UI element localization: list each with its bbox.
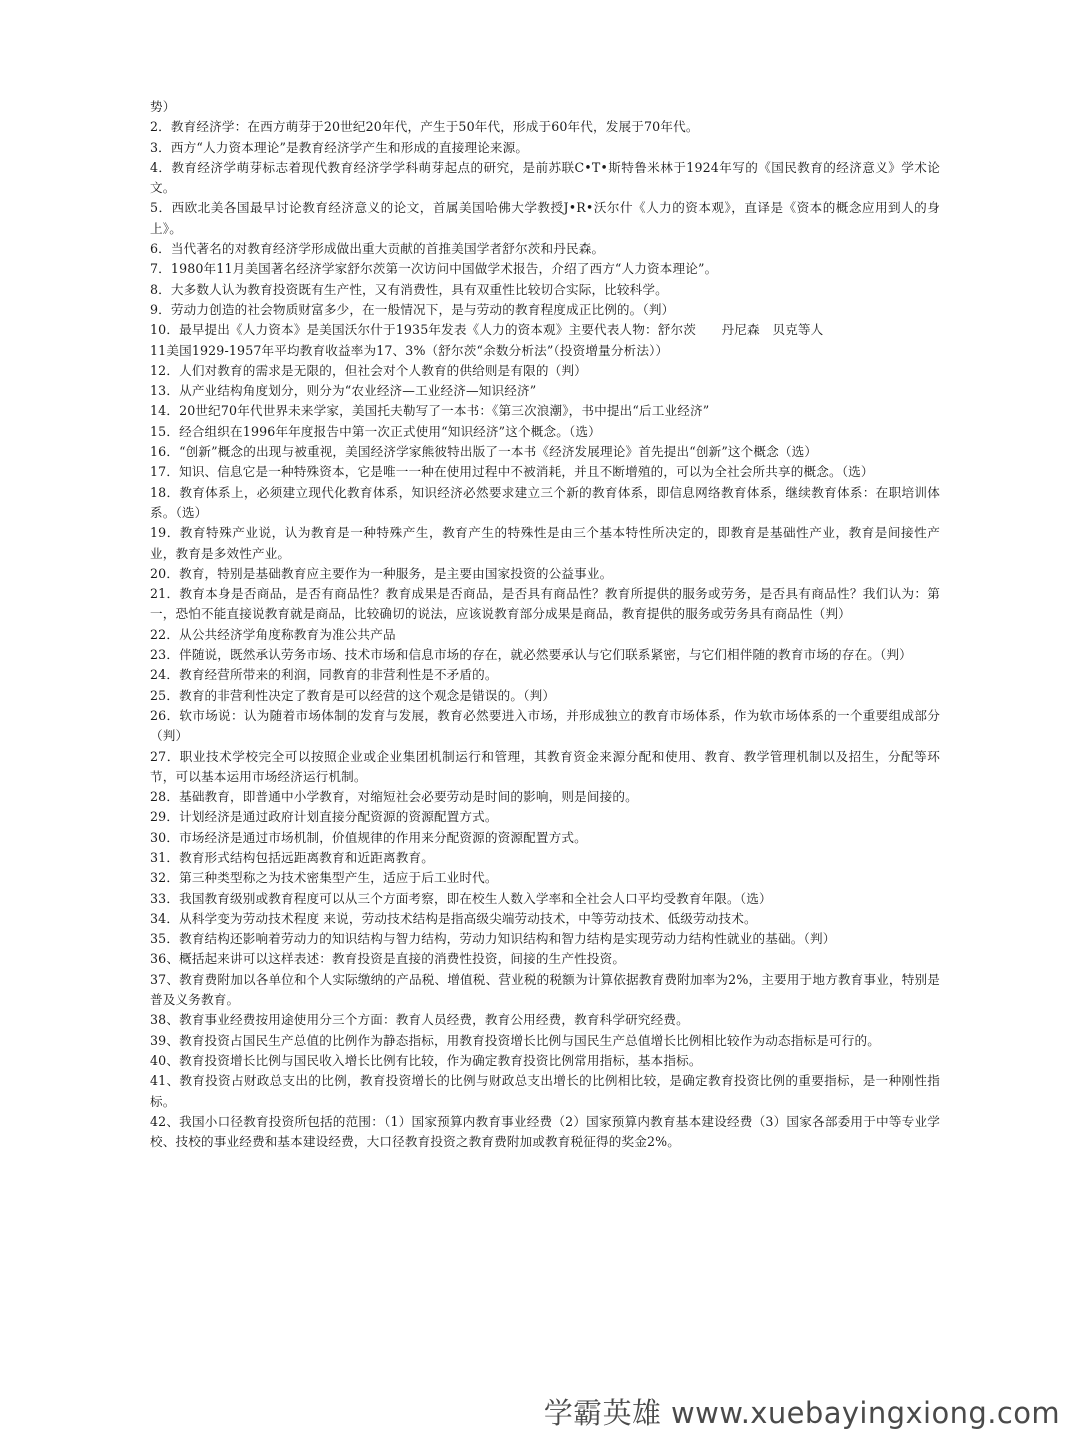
document-paragraph: 3．西方“人力资本理论”是教育经济学产生和形成的直接理论来源。 xyxy=(150,139,529,155)
document-paragraph: 6．当代著名的对教育经济学形成做出重大贡献的首推美国学者舒尔茨和丹民森。 xyxy=(150,241,605,257)
document-paragraph: 42、我国小口径教育投资所包括的范围：（1）国家预算内教育事业经费（2）国家预算内教育基本建设经费（3）国家各部委用于中等专业学校、技校的事业经费和基本建设经费，大口径教育投资之教育费附加或教育税征得的奖金2%。 xyxy=(150,1113,940,1150)
document-paragraph: 12．人们对教育的需求是无限的，但社会对个人教育的供给则是有限的（判） xyxy=(150,362,587,378)
document-paragraph: 22．从公共经济学角度称教育为准公共产品 xyxy=(150,626,396,642)
document-paragraph: 29．计划经济是通过政府计划直接分配资源的资源配置方式。 xyxy=(150,809,498,825)
document-paragraph: 38、教育事业经费按用途使用分三个方面：教育人员经费，教育公用经费，教育科学研究经费。 xyxy=(150,1012,689,1028)
document-paragraph: 7．1980年11月美国著名经济学家舒尔茨第一次访问中国做学术报告，介绍了西方“人力资本理论”。 xyxy=(150,261,718,277)
document-paragraph: 23．伴随说，既然承认劳务市场、技术市场和信息市场的存在，就必然要承认与它们联系紧密，与它们相伴随的教育市场的存在。（判） xyxy=(150,647,912,663)
document-paragraph: 36、概括起来讲可以这样表述：教育投资是直接的消费性投资，间接的生产性投资。 xyxy=(150,951,626,967)
document-paragraph: 39、教育投资占国民生产总值的比例作为静态指标，用教育投资增长比例与国民生产总值增长比例相比较作为动态指标是可行的。 xyxy=(150,1032,880,1048)
document-paragraph: 势） xyxy=(150,99,176,114)
document-body xyxy=(150,97,940,1152)
document-paragraph: 40、教育投资增长比例与国民收入增长比例有比较，作为确定教育投资比例常用指标，基本指标。 xyxy=(150,1052,702,1068)
document-paragraph: 17．知识、信息它是一种特殊资本，它是唯一一种在使用过程中不被消耗，并且不断增殖的，可以为全社会所共享的概念。（选） xyxy=(150,464,874,480)
document-paragraph: 37、教育费附加以各单位和个人实际缴纳的产品税、增值税、营业税的税额为计算依据教育费附加率为2%，主要用于地方教育事业，特别是普及义务教育。 xyxy=(150,971,940,1008)
document-paragraph: 35．教育结构还影响着劳动力的知识结构与智力结构，劳动力知识结构和智力结构是实现劳动力结构性就业的基础。（判） xyxy=(150,931,836,947)
document-paragraph: 28．基础教育，即普通中小学教育，对缩短社会必要劳动是时间的影响，则是间接的。 xyxy=(150,789,638,805)
document-paragraph: 8．大多数人认为教育投资既有生产性，又有消费性，具有双重性比较切合实际，比较科学。 xyxy=(150,281,668,297)
document-paragraph: 13．从产业结构角度划分，则分为“农业经济—工业经济—知识经济” xyxy=(150,383,537,399)
document-paragraph: 10．最早提出《人力资本》是美国沃尔什于1935年发表《人力的资本观》主要代表人物：舒尔茨 丹尼森 贝克等人 xyxy=(150,322,824,338)
document-paragraph: 27．职业技术学校完全可以按照企业或企业集团机制运行和管理，其教育资金来源分配和使用、教育、教学管理机制以及招生，分配等环节，可以基本运用市场经济运行机制。 xyxy=(150,748,940,784)
document-paragraph: 26．软市场说：认为随着市场体制的发育与发展，教育必然要进入市场，并形成独立的教育市场体系，作为软市场体系的一个重要组成部分（判） xyxy=(150,707,940,744)
document-paragraph: 19．教育特殊产业说，认为教育是一种特殊产生，教育产生的特殊性是由三个基本特性所决定的，即教育是基础性产业，教育是间接性产业，教育是多效性产业。 xyxy=(150,525,940,561)
document-paragraph: 34．从科学变为劳动技术程度 来说，劳动技术结构是指高级尖端劳动技术，中等劳动技术、低级劳动技术。 xyxy=(150,910,757,926)
document-paragraph: 16．“创新”概念的出现与被重视，美国经济学家熊彼特出版了一本书《经济发展理论》首先提出“创新”这个概念（选） xyxy=(150,444,818,460)
document-paragraph: 2．教育经济学：在西方萌芽于20世纪20年代，产生于50年代，形成于60年代，发展于70年代。 xyxy=(150,119,699,135)
document-paragraph: 32．第三种类型称之为技术密集型产生，适应于后工业时代。 xyxy=(150,870,498,886)
site-watermark: 学霸英雄 www.xuebayingxiong.com xyxy=(543,1396,1060,1430)
document-paragraph: 15．经合组织在1996年年度报告中第一次正式使用“知识经济”这个概念。（选） xyxy=(150,423,601,439)
document-paragraph: 41、教育投资占财政总支出的比例，教育投资增长的比例与财政总支出增长的比例相比较，是确定教育投资比例的重要指标，是一种刚性指标。 xyxy=(150,1073,940,1109)
document-paragraph: 9．劳动力创造的社会物质财富多少，在一般情况下，是与劳动的教育程度成正比例的。（判） xyxy=(150,301,675,317)
document-paragraph: 4．教育经济学萌芽标志着现代教育经济学学科萌芽起点的研究，是前苏联C•T•斯特鲁米林于1924年写的《国民教育的经济意义》学术论文。 xyxy=(150,159,940,196)
document-paragraph: 25．教育的非营利性决定了教育是可以经营的这个观念是错误的。（判） xyxy=(150,687,556,703)
document-paragraph: 31．教育形式结构包括远距离教育和近距离教育。 xyxy=(150,849,434,865)
document-paragraph: 18．教育体系上，必须建立现代化教育体系，知识经济必然要求建立三个新的教育体系，即信息网络教育体系，继续教育体系：在职培训体系。（选） xyxy=(150,484,940,520)
document-paragraph: 14．20世纪70年代世界未来学家，美国托夫勒写了一本书：《第三次浪潮》，书中提出“后工业经济” xyxy=(150,403,710,419)
document-paragraph: 30．市场经济是通过市场机制，价值规律的作用来分配资源的资源配置方式。 xyxy=(150,829,587,845)
document-paragraph: 20．教育，特别是基础教育应主要作为一种服务，是主要由国家投资的公益事业。 xyxy=(150,565,613,581)
document-paragraph: 24．教育经营所带来的利润，同教育的非营利性是不矛盾的。 xyxy=(150,667,498,683)
document-paragraph: 11美国1929-1957年平均教育收益率为17、3%（舒尔茨“余数分析法”（投资增量分析法）） xyxy=(150,342,669,358)
document-paragraph: 21．教育本身是否商品，是否有商品性？教育成果是否商品，是否具有商品性？教育所提供的服务或劳务，是否具有商品性？我们认为：第一，恐怕不能直接说教育就是商品，比较确切的说法，应该说教育部分成果是商品，教育提供的服务或劳务具有商品性（判） xyxy=(150,586,940,622)
document-paragraph: 33．我国教育级别或教育程度可以从三个方面考察，即在校生人数入学率和全社会人口平均受教育年限。（选） xyxy=(150,890,772,906)
document-paragraph: 5．西欧北美各国最早讨论教育经济意义的论文，首属美国哈佛大学教授J•R•沃尔什《人力的资本观》，直译是《资本的概念应用到人的身上》。 xyxy=(150,200,940,236)
